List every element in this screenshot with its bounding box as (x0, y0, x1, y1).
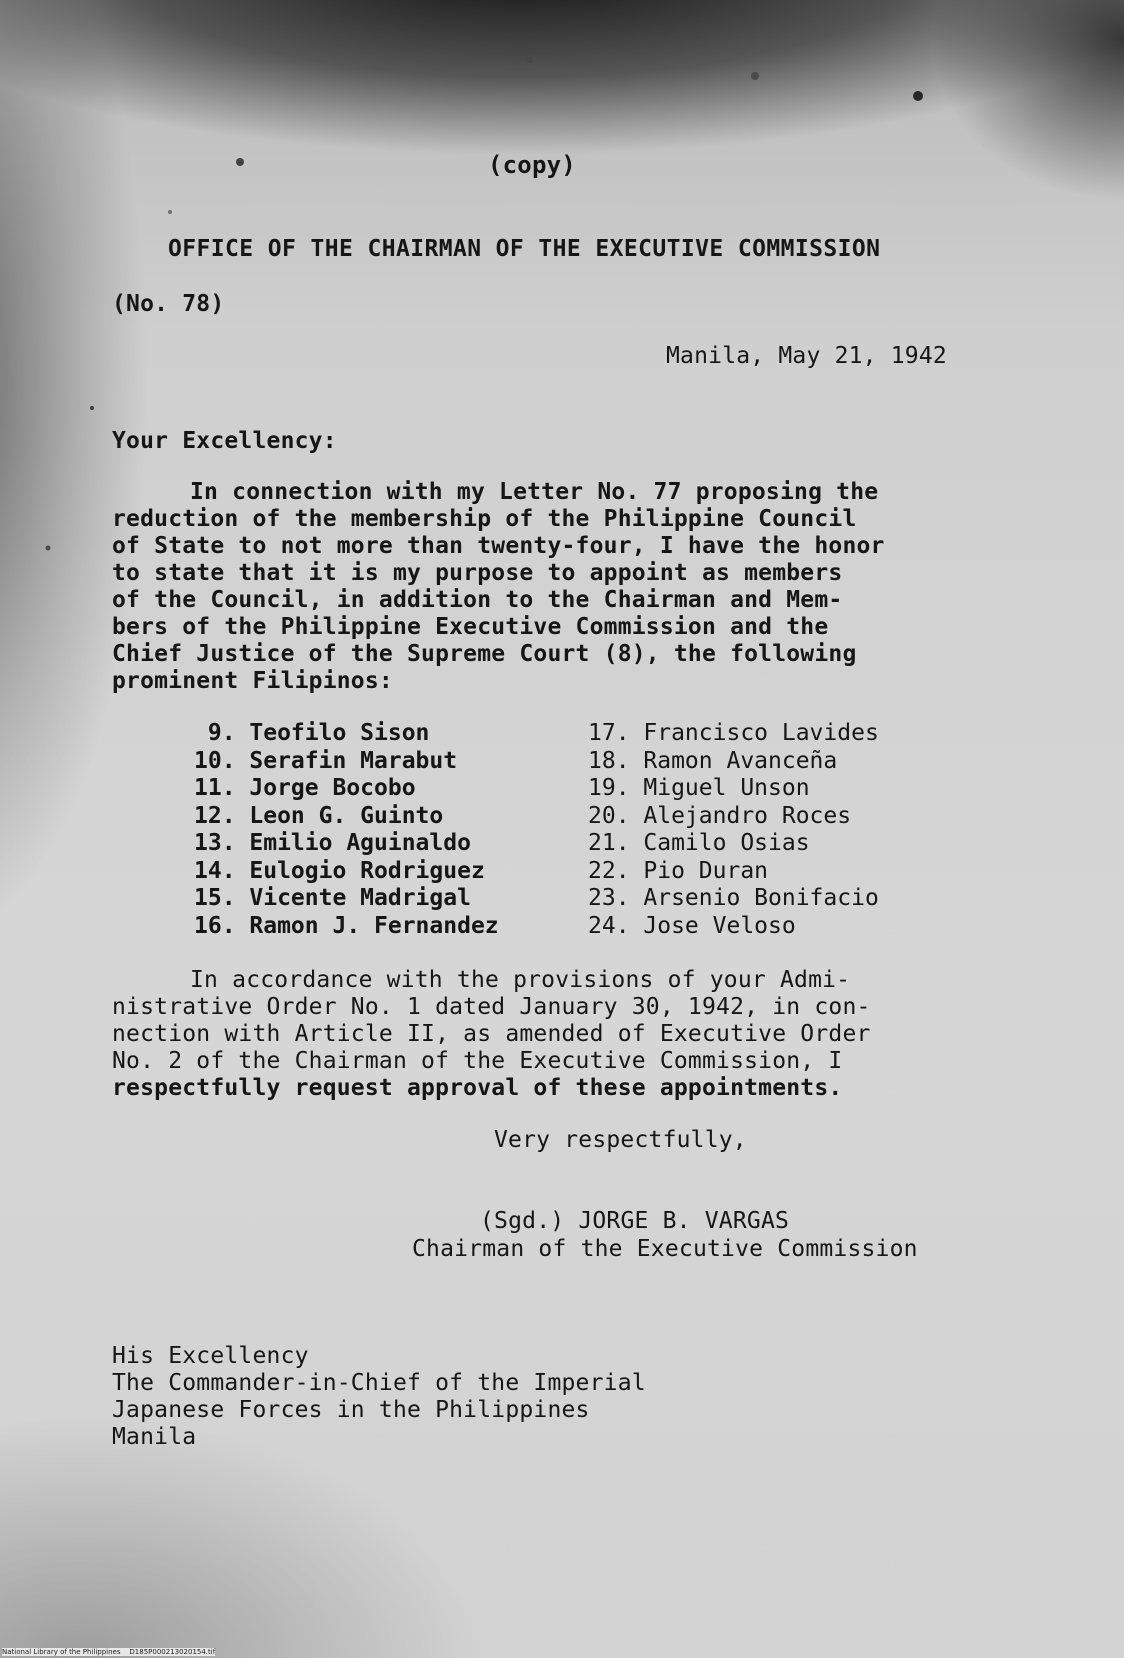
list-item: 17. Francisco Lavides (588, 720, 879, 746)
paragraph-line: reduction of the membership of the Philippine Council (112, 506, 857, 532)
list-item: 18. Ramon Avanceña (588, 747, 838, 774)
copy-label: (copy) (488, 151, 576, 179)
list-item: 10. Serafin Marabut (194, 747, 458, 774)
addressee-line: His Excellency (112, 1343, 309, 1369)
list-item: 13. Emilio Aguinaldo (194, 830, 471, 856)
paragraph-line: nistrative Order No. 1 dated January 30, 1942, in con- (112, 994, 871, 1020)
addressee-line: Manila (112, 1424, 197, 1450)
appointee-list-left (194, 720, 499, 940)
date-line: Manila, May 21, 1942 (666, 343, 947, 369)
paragraph-line: Chief Justice of the Supreme Court (8), the following (112, 641, 857, 667)
salutation: Your Excellency: (112, 428, 337, 454)
archive-footer: National Library of the Philippines D185P000213020154.tif (2, 1648, 216, 1656)
paragraph-line: In accordance with the provisions of your Admi- (190, 967, 851, 993)
paragraph-line: bers of the Philippine Executive Commission and the (112, 614, 829, 640)
list-item: 11. Jorge Bocobo (194, 775, 416, 801)
list-item: 9. Teofilo Sison (194, 720, 430, 746)
paragraph-line: respectfully request approval of these appointments. (112, 1075, 843, 1101)
list-item: 16. Ramon J. Fernandez (194, 912, 499, 939)
list-item: 24. Jose Veloso (588, 912, 796, 939)
addressee-line: Japanese Forces in the Philippines (112, 1397, 590, 1423)
list-item: 22. Pio Duran (588, 857, 769, 884)
list-item: 14. Eulogio Rodriguez (194, 857, 485, 884)
signature-name: (Sgd.) JORGE B. VARGAS (480, 1208, 790, 1234)
paragraph-line: No. 2 of the Chairman of the Executive Commission, I (112, 1048, 843, 1074)
appointee-list-right (588, 720, 879, 940)
letter-number: (No. 78) (112, 291, 225, 317)
list-item: 20. Alejandro Roces (588, 802, 852, 829)
list-item: 15. Vicente Madrigal (194, 885, 471, 911)
list-item: 12. Leon G. Guinto (194, 802, 444, 829)
paragraph-line: of State to not more than twenty-four, I have the honor (112, 533, 885, 559)
paragraph-line: to state that it is my purpose to appoint as members (112, 560, 843, 586)
paragraph-line: nection with Article II, as amended of Executive Order (112, 1021, 871, 1047)
addressee-line: The Commander-in-Chief of the Imperial (112, 1370, 646, 1396)
closing: Very respectfully, (494, 1127, 747, 1153)
paragraph-line: prominent Filipinos: (112, 668, 393, 694)
list-item: 21. Camilo Osias (588, 830, 810, 856)
list-item: 23. Arsenio Bonifacio (588, 885, 879, 911)
list-item: 19. Miguel Unson (588, 775, 810, 801)
paragraph-line: of the Council, in addition to the Chairman and Mem- (112, 587, 843, 613)
paragraph-line: In connection with my Letter No. 77 proposing the (190, 479, 879, 505)
office-heading: OFFICE OF THE CHAIRMAN OF THE EXECUTIVE COMMISSION (168, 236, 881, 262)
signature-title: Chairman of the Executive Commission (412, 1236, 918, 1262)
